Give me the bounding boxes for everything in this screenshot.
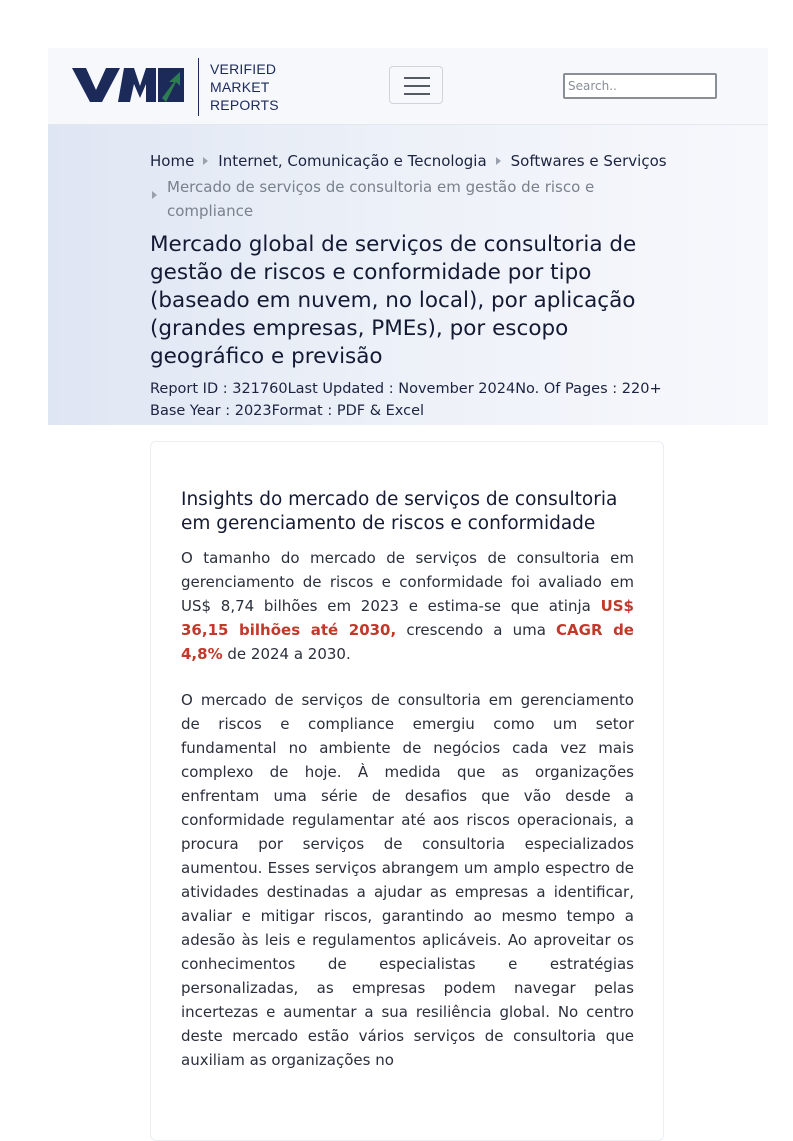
base-year-label: Base Year : — [150, 403, 235, 419]
logo-line-2: MARKET — [210, 79, 270, 95]
insights-paragraph-1 — [181, 546, 634, 666]
cagr-highlight: CAGR de 4,8% — [181, 621, 634, 663]
report-id-value: 321760 — [232, 381, 288, 397]
last-updated-value: November 2024 — [398, 381, 516, 397]
breadcrumb-current: Mercado de serviços de consultoria em gestão de risco e compliance — [167, 178, 595, 220]
page-title: Mercado global de serviços de consultoria de gestão de riscos e conformidade por tipo (baseado em nuvem, no local), por aplicação (grandes empresas, PMEs), por escopo geográfico e previsão — [150, 232, 637, 369]
logo-line-3: REPORTS — [210, 97, 279, 113]
last-updated-label: Last Updated : — [287, 381, 399, 397]
paragraph-text: de 2024 a 2030. — [222, 645, 351, 663]
report-id-label: Report ID : — [150, 381, 233, 397]
paragraph-text: crescendo a uma — [396, 621, 557, 639]
paragraph-text: O tamanho do mercado de serviços de consultoria em gerenciamento de riscos e conformidade foi avaliado em US$ 8,74 bilhões em 2023 e estima-se que atinja — [181, 549, 634, 615]
pages-value: 220+ — [621, 381, 662, 397]
breadcrumb-category[interactable]: Internet, Comunicação e Tecnologia — [218, 152, 487, 170]
vmr-logo-icon — [72, 66, 186, 106]
insights-paragraph-2: O mercado de serviços de consultoria em gerenciamento de riscos e compliance emergiu como um setor fundamental no ambiente de negócios cada vez mais complexo de hoje. À medida que as organizações enfrentam uma série de desafios que vão desde a conformidade regulamentar até aos riscos operacionais, a procura por serviços de consultoria especializados aumentou. Esses serviços abrangem um amplo espectro de atividades destinadas a ajudar as empresas a identificar, avaliar e mitigar riscos, garantindo ao mesmo tempo a adesão às leis e regulamentos aplicáveis. Ao aproveitar os conhecimentos de especialistas e estratégias personalizadas, as empresas podem navegar pelas incertezas e aumentar a sua resiliência global. No centro deste mercado estão vários serviços de consultoria que auxiliam as organizações no — [181, 691, 634, 1069]
top-navbar — [48, 48, 768, 125]
breadcrumb — [150, 149, 670, 223]
format-value: PDF & Excel — [336, 403, 425, 419]
page — [48, 48, 768, 1069]
logo-line-1: VERIFIED — [210, 61, 277, 77]
breadcrumb-row — [150, 149, 670, 173]
hamburger-icon — [404, 77, 430, 79]
insights-card — [150, 441, 664, 1141]
chevron-right-icon — [152, 191, 157, 199]
report-meta — [150, 378, 710, 422]
pages-label: No. Of Pages : — [515, 381, 622, 397]
chevron-right-icon — [496, 157, 501, 165]
brand-logo[interactable] — [72, 58, 282, 116]
market-forecast-highlight: US$ 36,15 bilhões até 2030, — [181, 597, 634, 639]
breadcrumb-subcategory[interactable]: Softwares e Serviços — [510, 152, 667, 170]
logo-wordmark — [210, 60, 279, 114]
hamburger-icon-bar — [404, 85, 430, 87]
menu-toggle-button[interactable] — [389, 66, 443, 104]
format-label: Format : — [271, 403, 337, 419]
chevron-right-icon — [203, 157, 208, 165]
breadcrumb-current-row — [150, 175, 670, 223]
report-hero — [48, 125, 768, 425]
logo-divider — [198, 58, 199, 116]
breadcrumb-home[interactable]: Home — [150, 152, 195, 170]
base-year-value: 2023 — [234, 403, 272, 419]
hamburger-icon-bar — [404, 93, 430, 95]
insights-heading: Insights do mercado de serviços de consultoria em gerenciamento de riscos e conformidade — [181, 489, 618, 534]
search-input[interactable] — [563, 73, 717, 99]
